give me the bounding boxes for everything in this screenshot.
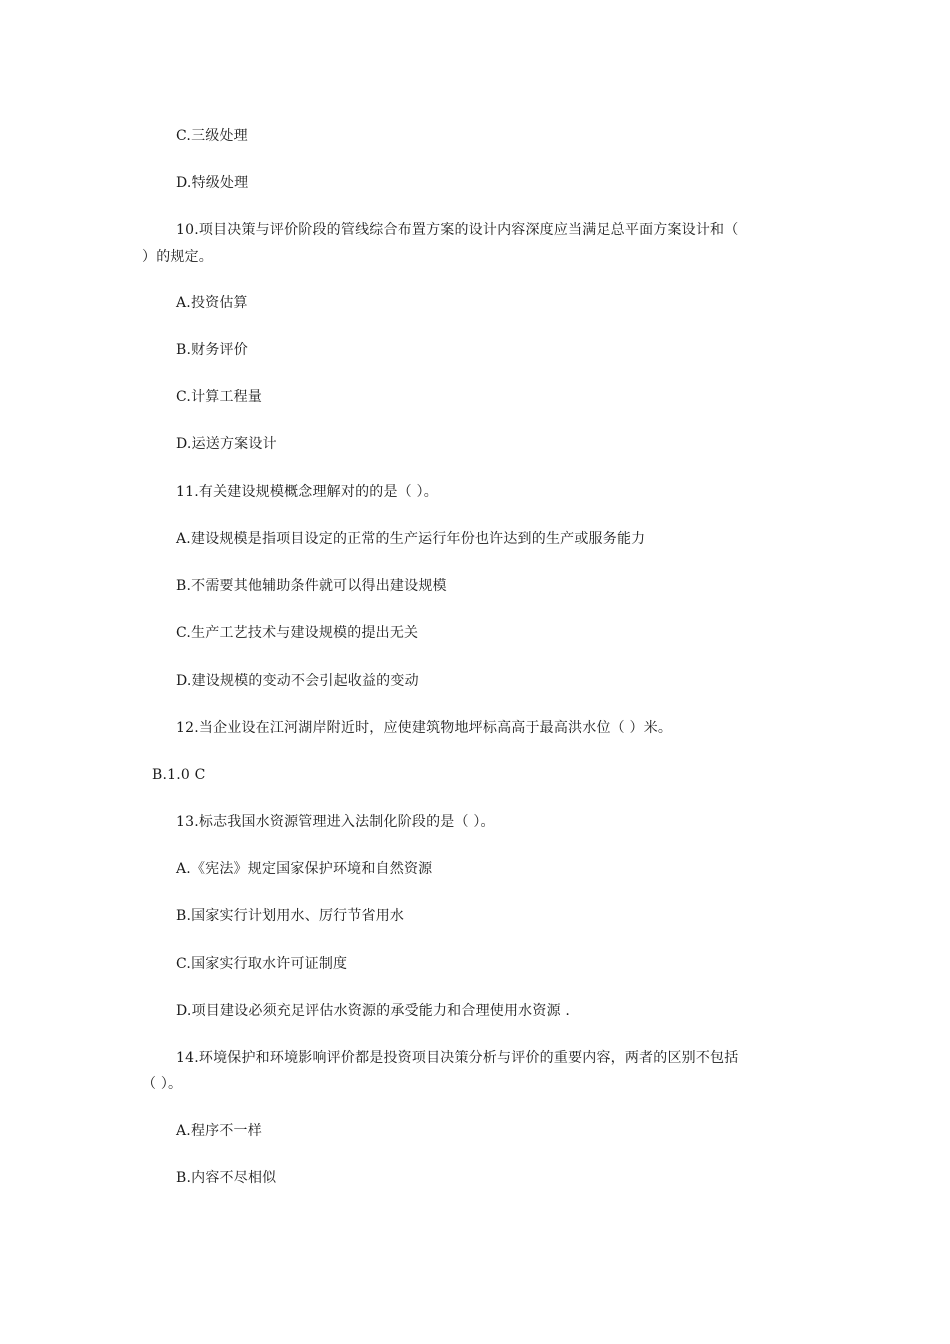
option-9c: C.三级处理 — [176, 128, 248, 144]
question-10-cont: ）的规定。 — [142, 249, 213, 265]
question-12: 12.当企业设在江河湖岸附近时，应使建筑物地坪标高高于最高洪水位（ ）米。 — [176, 720, 673, 736]
question-14: 14.环境保护和环境影响评价都是投资项目决策分析与评价的重要内容，两者的区别不包括 — [176, 1050, 739, 1066]
option-10d: D.运送方案设计 — [176, 436, 277, 452]
option-13b: B.国家实行计划用水、厉行节省用水 — [176, 908, 405, 924]
question-11: 11.有关建设规模概念理解对的的是（ ）。 — [176, 484, 438, 500]
option-10a: A.投资估算 — [176, 295, 248, 311]
option-10b: B.财务评价 — [176, 342, 248, 358]
option-10c: C.计算工程量 — [176, 389, 263, 405]
option-13d: D.项目建设必须充足评估水资源的承受能力和合理使用水资源 . — [176, 1003, 571, 1019]
option-11c: C.生产工艺技术与建设规模的提出无关 — [176, 625, 419, 641]
question-14-cont: （ ）。 — [142, 1076, 183, 1092]
option-11b: B.不需要其他辅助条件就可以得出建设规模 — [176, 578, 447, 594]
option-13a: A.《宪法》规定国家保护环境和自然资源 — [176, 861, 433, 877]
question-10: 10.项目决策与评价阶段的管线综合布置方案的设计内容深度应当满足总平面方案设计和（ — [176, 222, 739, 238]
option-14a: A.程序不一样 — [176, 1123, 262, 1139]
option-11d: D.建设规模的变动不会引起收益的变动 — [176, 673, 419, 689]
option-12-fragment: B.1.0 C — [152, 767, 206, 783]
option-13c: C.国家实行取水许可证制度 — [176, 956, 348, 972]
option-9d: D.特级处理 — [176, 175, 249, 191]
option-14b: B.内容不尽相似 — [176, 1170, 277, 1186]
question-13: 13.标志我国水资源管理进入法制化阶段的是（ ）。 — [176, 814, 495, 830]
option-11a: A.建设规模是指项目设定的正常的生产运行年份也许达到的生产或服务能力 — [176, 531, 646, 547]
